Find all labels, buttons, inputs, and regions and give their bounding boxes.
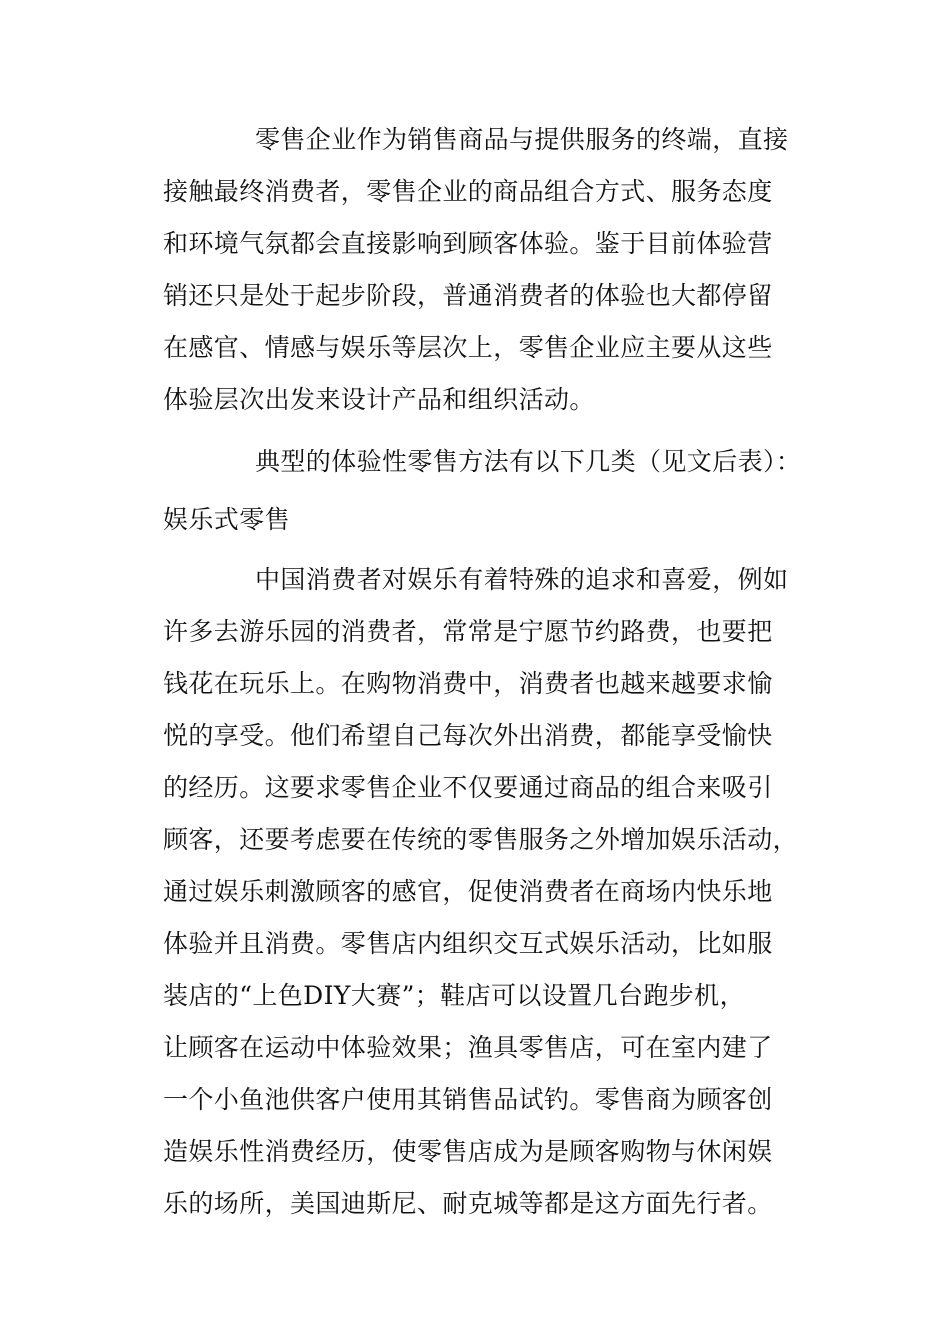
paragraph-1-line-6: 体验层次出发来设计产品和组织活动。 <box>163 385 595 414</box>
paragraph-3-line-13: 乐的场所，美国迪斯尼、耐克城等都是这方面先行者。 <box>163 1189 773 1218</box>
paragraph-3-line-12: 造娱乐性消费经历，使零售店成为是顾客购物与休闲娱 <box>163 1137 773 1166</box>
paragraph-1-line-4: 销还只是处于起步阶段，普通消费者的体验也大都停留 <box>163 281 773 310</box>
section-heading: 娱乐式零售 <box>163 505 291 534</box>
paragraph-1-line-5: 在感官、情感与娱乐等层次上，零售企业应主要从这些 <box>163 333 773 362</box>
paragraph-2: 典型的体验性零售方法有以下几类（见文后表）： <box>255 447 802 476</box>
paragraph-1-line-1: 零售企业作为销售商品与提供服务的终端，直接 <box>255 125 789 154</box>
paragraph-1-line-3: 和环境气氛都会直接影响到顾客体验。鉴于目前体验营 <box>163 229 773 258</box>
paragraph-3-line-11: 一个小鱼池供客户使用其销售品试钓。零售商为顾客创 <box>163 1085 773 1114</box>
paragraph-3-line-4: 悦的享受。他们希望自己每次外出消费，都能享受愉快 <box>163 721 773 750</box>
paragraph-3-line-9: 装店的“上色DIY大赛”；鞋店可以设置几台跑步机， <box>163 981 745 1010</box>
paragraph-3-line-1: 中国消费者对娱乐有着特殊的追求和喜爱，例如 <box>255 565 789 594</box>
paragraph-3-line-5: 的经历。这要求零售企业不仅要通过商品的组合来吸引 <box>163 773 773 802</box>
paragraph-1-line-2: 接触最终消费者，零售企业的商品组合方式、服务态度 <box>163 177 773 206</box>
paragraph-3-line-3: 钱花在玩乐上。在购物消费中，消费者也越来越要求愉 <box>163 669 773 698</box>
paragraph-3-line-8: 体验并且消费。零售店内组织交互式娱乐活动，比如服 <box>163 929 773 958</box>
paragraph-3-line-2: 许多去游乐园的消费者，常常是宁愿节约路费，也要把 <box>163 617 773 646</box>
paragraph-3-line-10: 让顾客在运动中体验效果；渔具零售店，可在室内建了 <box>163 1033 773 1062</box>
paragraph-3-line-7: 通过娱乐刺激顾客的感官，促使消费者在商场内快乐地 <box>163 877 773 906</box>
paragraph-3-line-6: 顾客，还要考虑要在传统的零售服务之外增加娱乐活动， <box>163 825 799 854</box>
